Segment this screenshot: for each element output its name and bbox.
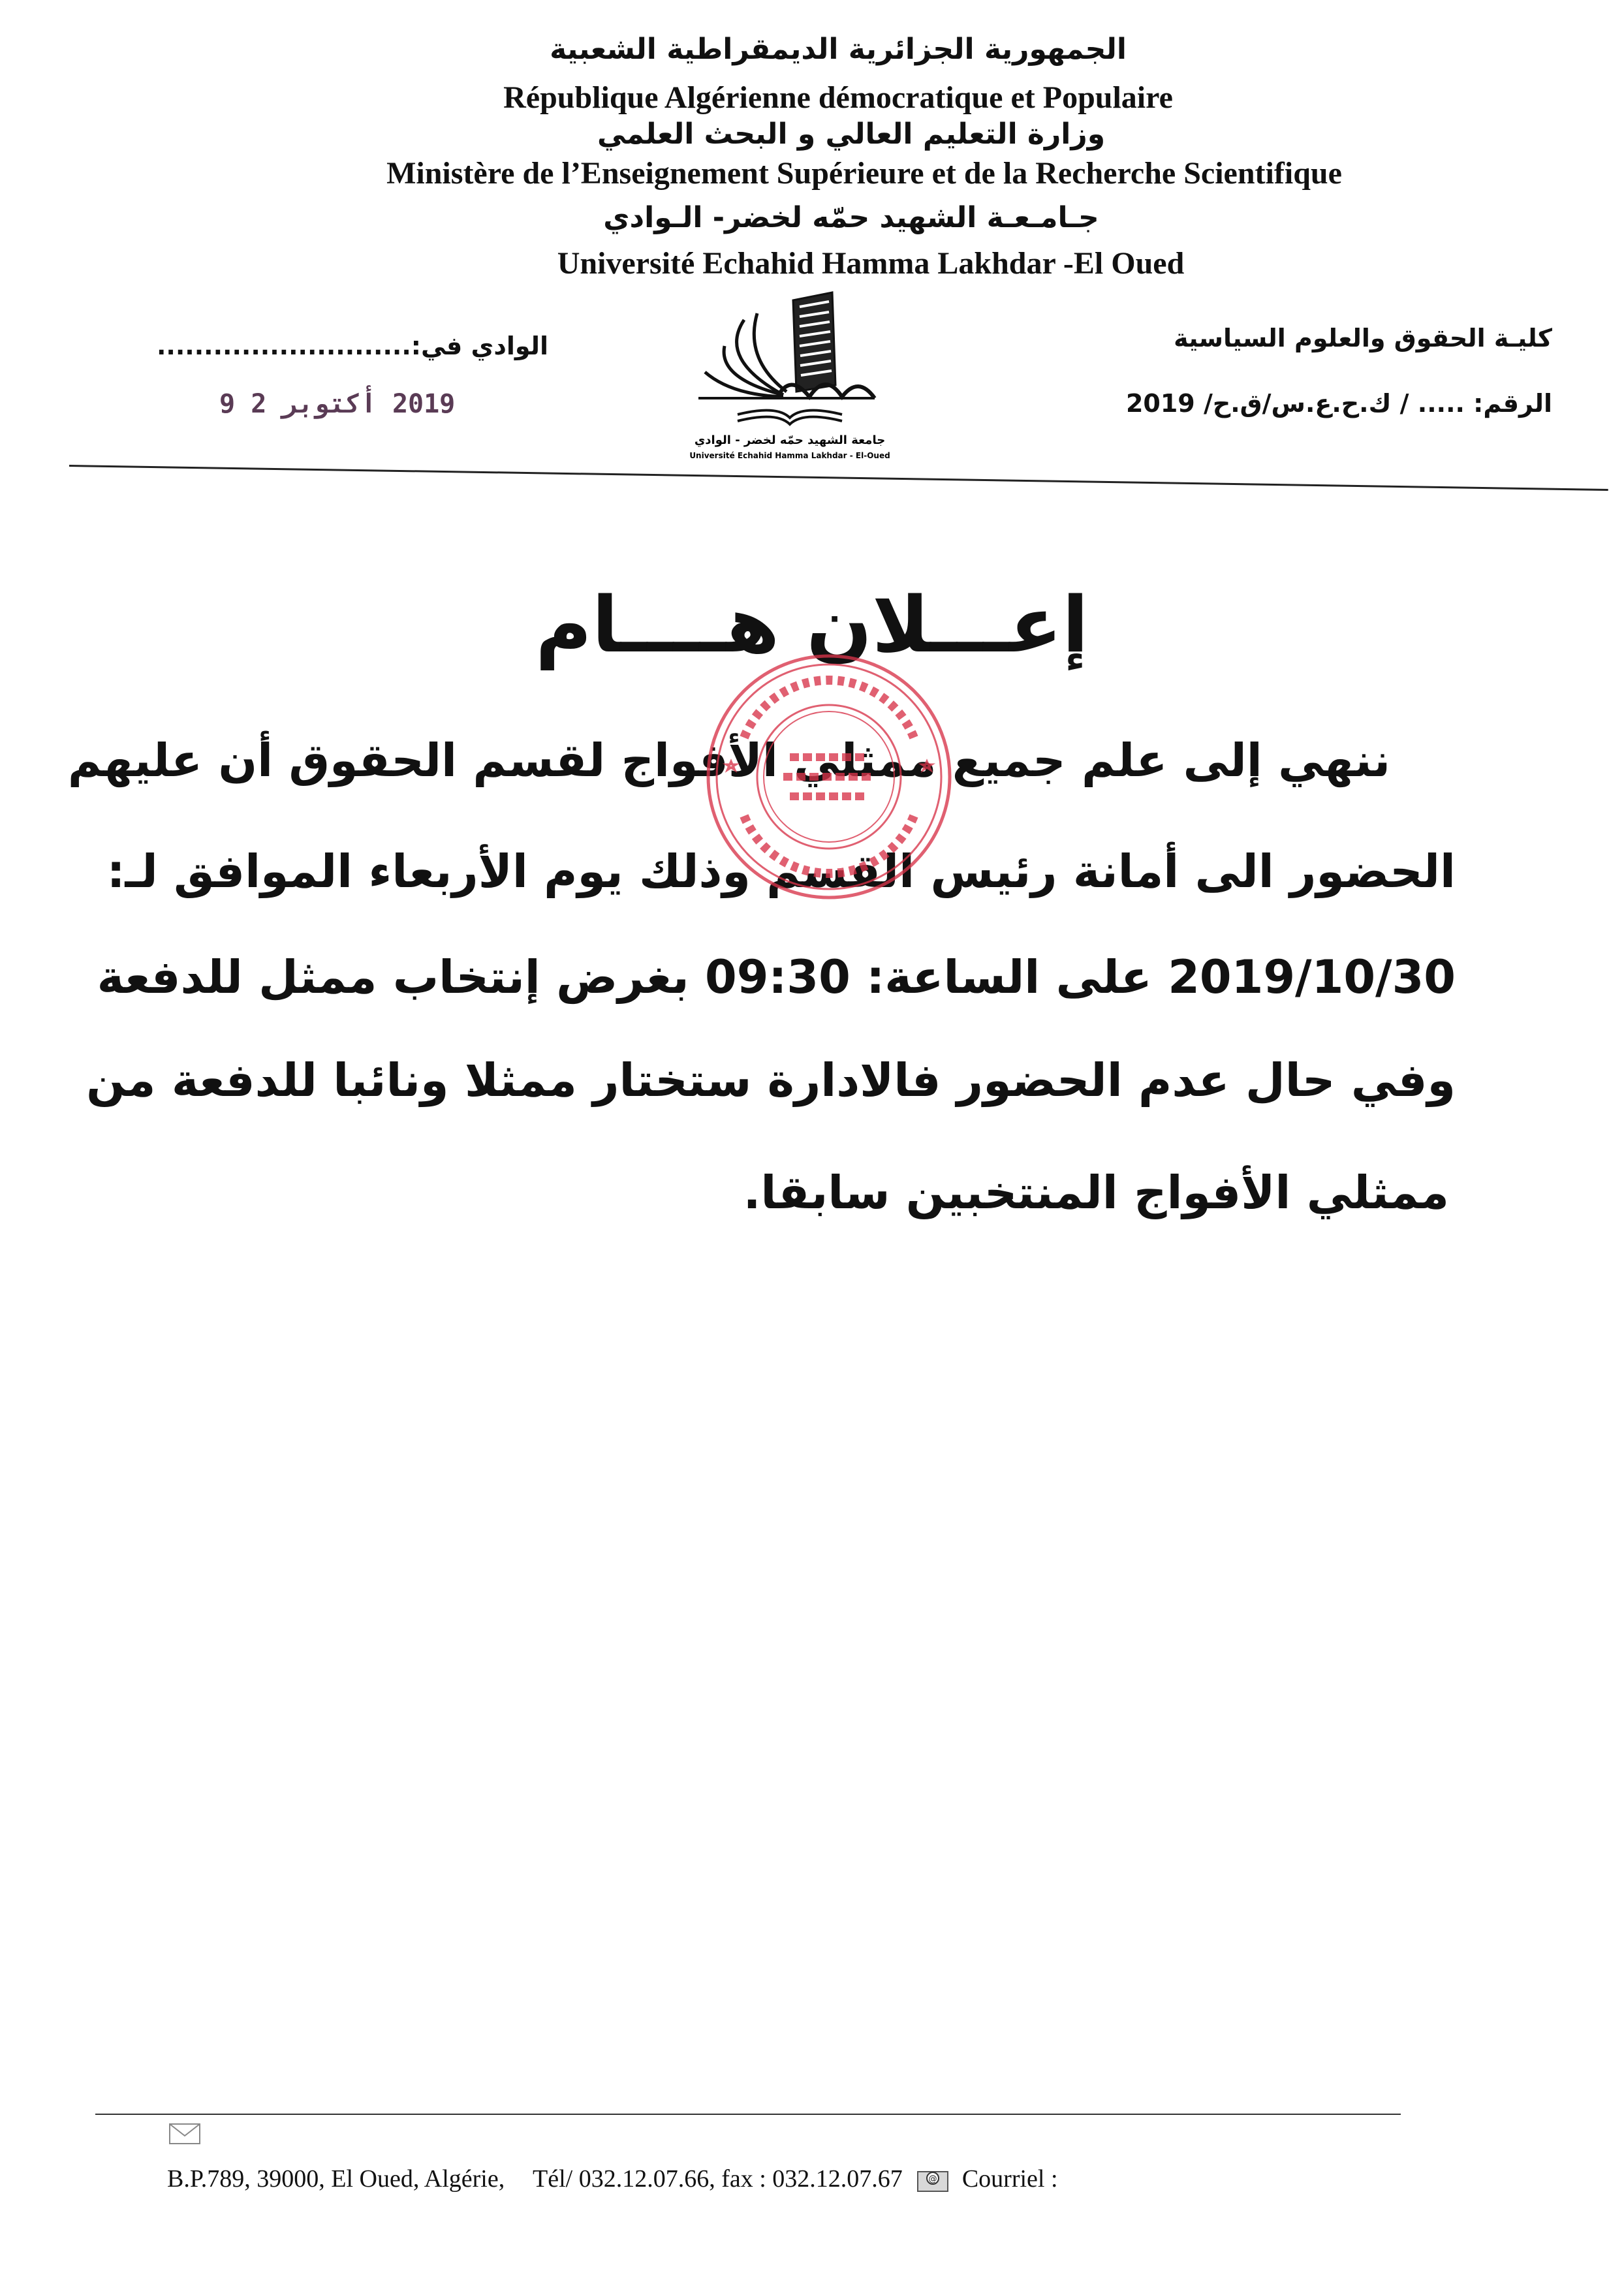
footer-email-label: Courriel : bbox=[961, 2165, 1058, 2193]
university-logo bbox=[679, 287, 901, 470]
header-university-fr: Université Echahid Hamma Lakhdar -El Oued bbox=[557, 246, 1185, 281]
header-ministry-fr: Ministère de l’Enseignement Supérieure et de la Recherche Scientifique bbox=[386, 156, 1342, 191]
footer-divider bbox=[95, 2114, 1401, 2115]
envelope-icon bbox=[168, 2123, 201, 2145]
svg-text:@: @ bbox=[928, 2174, 937, 2185]
logo-book bbox=[738, 411, 842, 424]
body-line-3: 2019/10/30 على الساعة: 09:30 بغرض إنتخاب ممثل للدفعة bbox=[97, 950, 1456, 1004]
header-republic-ar: الجمهورية الجزائرية الديمقراطية الشعبية bbox=[550, 33, 1127, 66]
logo-leaves bbox=[705, 313, 787, 397]
reference-number: الرقم: ..... / ك.ح.ع.س/ق.ح/ 2019 bbox=[1125, 389, 1552, 418]
announcement-title: إعـــلان هــــام bbox=[535, 580, 1089, 670]
header-republic-fr: République Algérienne démocratique et Populaire bbox=[503, 80, 1173, 115]
body-line-4: وفي حال عدم الحضور فالادارة ستختار ممثلا ونائبا للدفعة من bbox=[86, 1054, 1456, 1107]
date-stamp: 2019 أكتوبر 2 9 bbox=[219, 389, 456, 419]
official-seal-stamp bbox=[692, 640, 966, 914]
logo-building bbox=[698, 292, 875, 398]
logo-caption-ar: جامعة الشهيد حمّه لخضر - الوادي bbox=[694, 433, 886, 447]
logo-caption-fr: Université Echahid Hamma Lakhdar - El-Oued bbox=[689, 451, 890, 460]
header-ministry-ar: وزارة التعليم العالي و البحث العلمي bbox=[597, 117, 1106, 151]
header-university-ar: جـامـعـة الشهيد حمّه لخضر- الـوادي bbox=[603, 201, 1099, 234]
at-sign-icon bbox=[916, 2168, 950, 2194]
footer-phone-fax: Tél/ 032.12.07.66, fax : 032.12.07.67 bbox=[533, 2165, 903, 2193]
body-line-5: ممثلي الأفواج المنتخبين سابقا. bbox=[743, 1166, 1449, 1219]
place-date-field: الوادي في:........................... bbox=[157, 332, 548, 360]
faculty-name: كليـة الحقوق والعلوم السياسية bbox=[1174, 324, 1552, 352]
body-line-2: الحضور الى أمانة رئيس القسم وذلك يوم الأربعاء الموافق لـ: bbox=[106, 845, 1456, 898]
footer-contact bbox=[167, 2165, 1058, 2194]
body-line-1: ننهي إلى علم جميع ممثلي الأفواج لقسم الحقوق أن عليهم bbox=[67, 734, 1390, 787]
footer-address: B.P.789, 39000, El Oued, Algérie, bbox=[167, 2165, 505, 2193]
